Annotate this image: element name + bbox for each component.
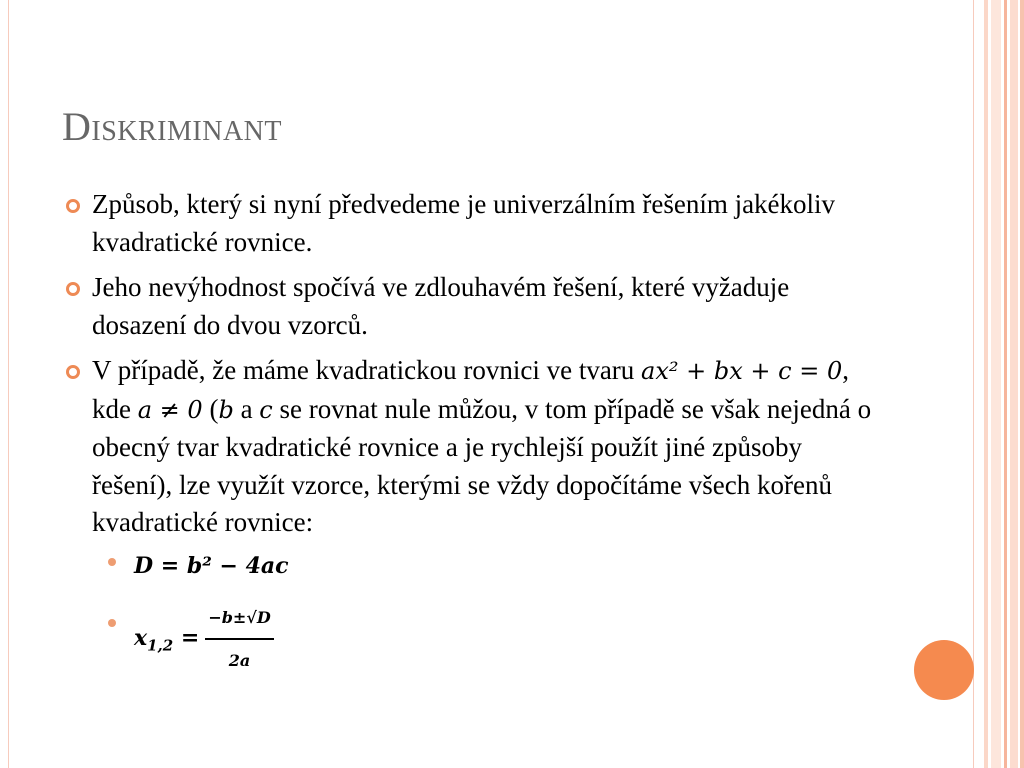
stripe [984,0,988,768]
slide-content [60,186,880,693]
bullet-item [60,352,880,679]
decorative-stripes [984,0,1024,768]
formula-item [60,548,880,586]
bullet-text: a [233,393,260,424]
bullet-text: , kde [92,355,849,424]
stripe [991,0,1001,768]
ring-bullet-icon [66,199,80,213]
bullet-text: se rovnat nule můžou, v tom případě se však nejedná o obecný tvar kvadratické rovnice a je rychlejší použít jiné způsoby řešení), lze využít vzorce, kterými se vždy dopočítáme všech kořenů kvadratické rovnice: [92,393,872,537]
stripe [1010,0,1018,768]
decorative-circle [914,640,974,700]
bullet-text: ( [202,393,219,424]
dot-bullet-icon [108,558,116,566]
variable: b [218,395,234,424]
roots-lhs: x [134,624,148,651]
roots-denominator: 2a [228,650,251,670]
formula-list [60,548,880,680]
variable: c [259,395,273,424]
ring-bullet-icon [66,365,80,379]
bullet-text: V případě, že máme kvadratickou rovnici ve tvaru [92,355,635,385]
stripe [1020,0,1024,768]
roots-fraction [205,599,273,679]
bullet-item [60,269,880,344]
roots-formula [134,624,200,654]
formula-item [60,599,880,679]
bullet-text: Způsob, který si nyní předvedeme je univerzálním řešením jakékoliv kvadratické rovnice. [92,189,836,257]
roots-numerator: −b±√D [205,599,273,640]
slide-title: Diskriminant [62,104,282,149]
bullet-item [60,186,880,261]
discriminant-formula: D = b² − 4ac [134,552,289,579]
equation: ax² + bx + c = 0 [641,357,843,385]
dot-bullet-icon [108,619,116,627]
condition: a ≠ 0 [137,395,203,424]
ring-bullet-icon [66,282,80,296]
roots-eq: = [173,624,200,651]
roots-sub: 1,2 [147,635,174,654]
bullet-text: Jeho nevýhodnost spočívá ve zdlouhavém řešení, které vyžaduje dosazení do dvou vzorců. [92,272,790,340]
stripe [1004,0,1007,768]
